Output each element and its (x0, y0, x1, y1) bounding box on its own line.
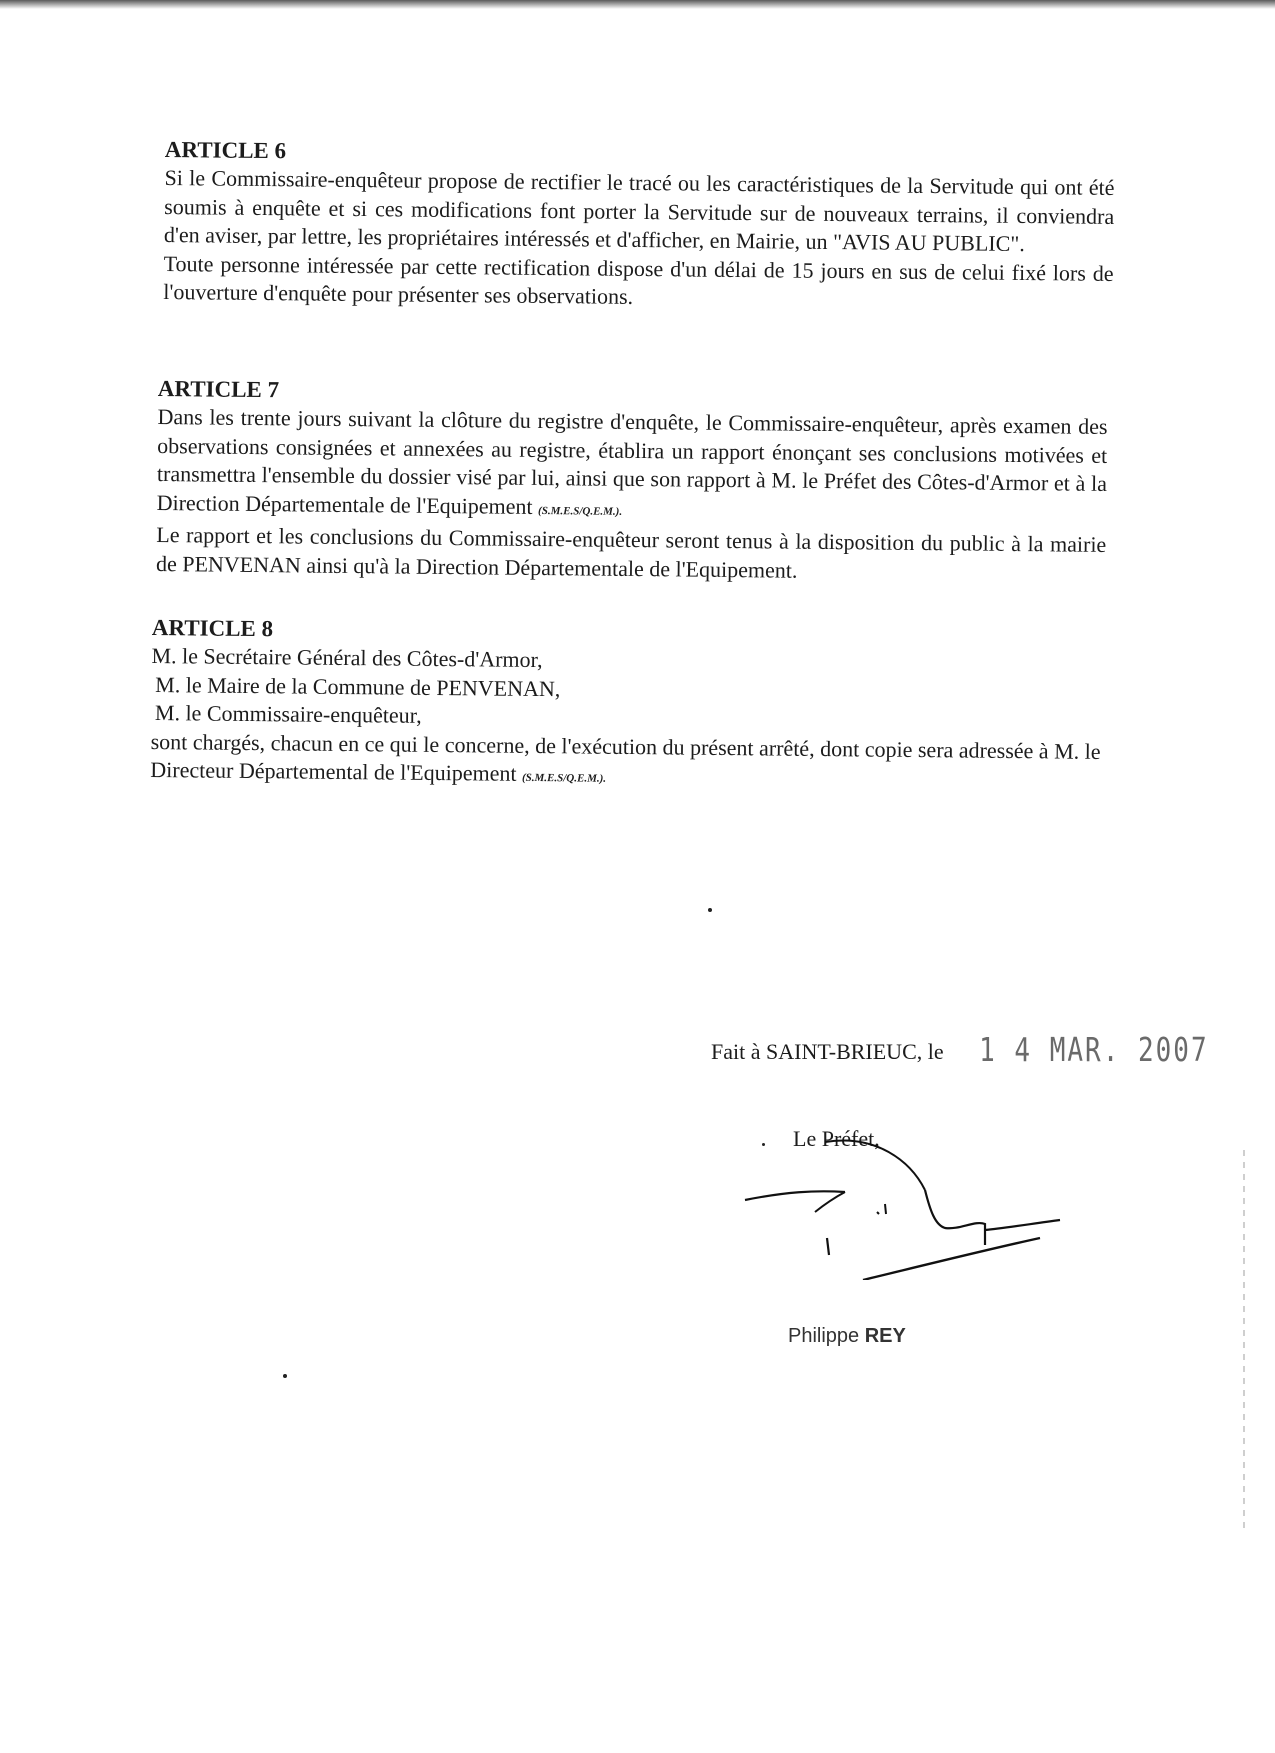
signatory-last-name: REY (864, 1325, 906, 1347)
article-6-title: ARTICLE 6 (164, 136, 287, 164)
date-stamp: 1 4 MAR. 2007 (979, 1032, 1209, 1070)
article-8-paragraph (150, 727, 1101, 798)
signatory-first-name: Philippe (788, 1325, 860, 1347)
article-6 (163, 136, 1115, 316)
signatory-role: Le Préfet, (793, 1126, 880, 1151)
scan-edge-right (1243, 1150, 1245, 1530)
article-7-paragraph-1-text: Dans les trente jours suivant la clôture du registre d'enquête, le Commissaire-enquêteur, après examen des observations consignées et annexées au registre, établira un rapport énonçant ses conclusions motivées et transmettra l'ensemble du dossier visé par lui, ainsi que son rapport à M. le Préfet des Côtes-d'Armor et à la Direction Départementale de l'Equipement (156, 403, 1108, 519)
article-7-paragraph-1 (156, 403, 1107, 531)
signatory-name (788, 1325, 906, 1348)
scan-speck (708, 908, 712, 912)
article-8-line-3: M. le Commissaire-enquêteur, (154, 700, 422, 728)
article-7-title: ARTICLE 7 (157, 375, 280, 403)
article-8-reference: (S.M.E.S/Q.E.M.). (521, 771, 607, 785)
article-8-paragraph-text: sont chargés, chacun en ce qui le concerne, de l'exécution du présent arrêté, dont copie sera adressée à M. le Directeur Départemental de l'Equipement (150, 728, 1101, 786)
article-6-paragraph-1: Si le Commissaire-enquêteur propose de rectifier le tracé ou les caractéristiques de la Servitude qui ont été soumis à enquête et si ces modifications font porter la Servitude sur de nouveaux terrains, il conviendra d'en aviser, par lettre, les propriétaires intéressés et d'afficher, en Mairie, un "AVIS AU PUBLIC". (163, 164, 1115, 257)
scan-speck (283, 1374, 287, 1378)
article-8-title: ARTICLE 8 (151, 614, 274, 642)
article-7 (156, 375, 1108, 588)
place-text: Fait à SAINT-BRIEUC, le (711, 1039, 944, 1064)
article-8-line-2: M. le Maire de la Commune de PENVENAN, (155, 671, 561, 701)
article-7-reference: (S.M.E.S/Q.E.M.). (538, 504, 623, 518)
article-8 (150, 614, 1102, 798)
scan-speck (762, 1143, 765, 1146)
article-8-line-1: M. le Secrétaire Général des Côtes-d'Armor, (151, 642, 543, 673)
article-6-paragraph-2: Toute personne intéressée par cette rectification dispose d'un délai de 15 jours en sus de celui fixé lors de l'ouverture d'enquête pour présenter ses observations. (163, 250, 1114, 309)
article-7-paragraph-2: Le rapport et les conclusions du Commissaire-enquêteur seront tenus à la disposition du public à la mairie de PENVENAN ainsi qu'à la Direction Départementale de l'Equipement. (155, 521, 1107, 583)
scan-edge (0, 0, 1275, 9)
handwritten-signature (735, 1120, 1065, 1280)
place-date-line (711, 1032, 1209, 1070)
